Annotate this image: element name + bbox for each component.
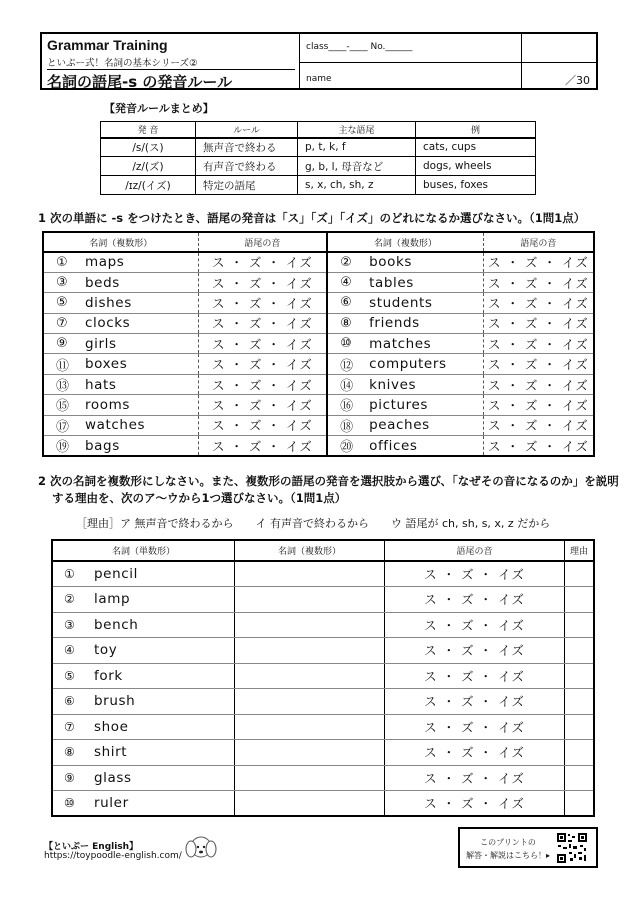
plural-answer-blank[interactable] xyxy=(235,561,385,587)
item-number: ④ xyxy=(327,272,363,292)
summary-title: 【発音ルールまとめ】 xyxy=(104,102,214,115)
plural-answer-blank[interactable] xyxy=(235,740,385,766)
ending-cell: s, x, ch, sh, z xyxy=(298,176,416,195)
singular-word: ruler xyxy=(94,791,235,817)
q1-row xyxy=(43,313,594,333)
plural-word: rooms xyxy=(79,395,198,415)
plural-answer-blank[interactable] xyxy=(235,663,385,689)
plural-word: tables xyxy=(363,272,483,292)
item-number: ② xyxy=(327,252,363,272)
reason-answer-blank[interactable] xyxy=(565,561,595,587)
reason-answer-blank[interactable] xyxy=(565,791,595,817)
worksheet-title: Grammar Training xyxy=(47,37,168,53)
item-number: ⑩ xyxy=(52,791,94,817)
class-field[interactable] xyxy=(306,42,412,52)
question-2-table xyxy=(51,539,595,817)
q1-row xyxy=(43,395,594,415)
singular-word: fork xyxy=(94,663,235,689)
poodle-logo xyxy=(182,832,220,864)
plural-answer-blank[interactable] xyxy=(235,765,385,791)
q2-row xyxy=(52,587,594,613)
q2-row xyxy=(52,561,594,587)
q2-header: 名詞（単数形） xyxy=(52,540,235,561)
q2-row xyxy=(52,638,594,664)
singular-word: glass xyxy=(94,765,235,791)
summary-row xyxy=(101,157,536,176)
reason-answer-blank[interactable] xyxy=(565,612,595,638)
plural-answer-blank[interactable] xyxy=(235,587,385,613)
q1-row xyxy=(43,272,594,292)
question-1-table xyxy=(42,231,595,457)
singular-word: shirt xyxy=(94,740,235,766)
sound-choice[interactable]: ス ・ ズ ・ イズ xyxy=(385,740,565,766)
score-block xyxy=(522,34,596,88)
plural-word: clocks xyxy=(79,313,198,333)
rule-cell: 有声音で終わる xyxy=(196,157,298,176)
name-label: name xyxy=(306,74,332,84)
q1-row xyxy=(43,374,594,394)
sound-choice[interactable]: ス ・ ズ ・ イズ xyxy=(198,293,327,313)
item-number: ③ xyxy=(43,272,79,292)
plural-answer-blank[interactable] xyxy=(235,714,385,740)
item-number: ⑰ xyxy=(43,415,79,435)
plural-word: girls xyxy=(79,334,198,354)
q1-header-row xyxy=(43,232,594,252)
item-number: ① xyxy=(43,252,79,272)
reason-answer-blank[interactable] xyxy=(565,689,595,715)
reason-answer-blank[interactable] xyxy=(565,663,595,689)
qr-code-icon[interactable] xyxy=(556,832,588,864)
q2-row xyxy=(52,714,594,740)
sound-choice[interactable]: ス ・ ズ ・ イズ xyxy=(198,354,327,374)
header-divider xyxy=(300,62,521,63)
plural-word: bags xyxy=(79,436,198,457)
reason-answer-blank[interactable] xyxy=(565,740,595,766)
example-cell: buses, foxes xyxy=(416,176,536,195)
question-2-text-line2: する理由を、次のア～ウから1つ選びなさい。（1問1点） xyxy=(52,491,347,505)
reason-options: ［理由］ア 無声音で終わるから イ 有声音で終わるから ウ 語尾が ch, sh, s, x, z だから xyxy=(76,517,551,530)
q1-header: 語尾の音 xyxy=(198,232,327,252)
singular-word: pencil xyxy=(94,561,235,587)
plural-word: hats xyxy=(79,374,198,394)
plural-word: matches xyxy=(363,334,483,354)
score-total: ／30 xyxy=(565,74,590,87)
plural-word: dishes xyxy=(79,293,198,313)
item-number: ④ xyxy=(52,638,94,664)
sound-choice[interactable]: ス ・ ズ ・ イズ xyxy=(198,313,327,333)
sound-choice[interactable]: ス ・ ズ ・ イズ xyxy=(483,374,594,394)
plural-word: pictures xyxy=(363,395,483,415)
plural-answer-blank[interactable] xyxy=(235,638,385,664)
item-number: ② xyxy=(52,587,94,613)
sound-cell: /z/(ズ) xyxy=(101,157,196,176)
plural-word: computers xyxy=(363,354,483,374)
answer-link-text-2: 解答・解説はこちら！▸ xyxy=(465,851,550,860)
item-number: ⑭ xyxy=(327,374,363,394)
item-number: ⑤ xyxy=(52,663,94,689)
sound-choice[interactable]: ス ・ ズ ・ イズ xyxy=(483,313,594,333)
singular-word: brush xyxy=(94,689,235,715)
sound-choice[interactable]: ス ・ ズ ・ イズ xyxy=(198,374,327,394)
q1-row xyxy=(43,415,594,435)
singular-word: lamp xyxy=(94,587,235,613)
summary-header-row xyxy=(101,122,536,138)
q2-row xyxy=(52,689,594,715)
sound-choice[interactable]: ス ・ ズ ・ イズ xyxy=(483,272,594,292)
summary-header: ルール xyxy=(196,122,298,138)
sound-choice[interactable]: ス ・ ズ ・ イズ xyxy=(483,436,594,457)
q1-row xyxy=(43,252,594,272)
item-number: ⑱ xyxy=(327,415,363,435)
item-number: ⑯ xyxy=(327,395,363,415)
item-number: ⑦ xyxy=(52,714,94,740)
q1-header: 名詞（複数形） xyxy=(43,232,198,252)
singular-word: shoe xyxy=(94,714,235,740)
q2-header-row xyxy=(52,540,594,561)
summary-header: 主な語尾 xyxy=(298,122,416,138)
item-number: ⑥ xyxy=(327,293,363,313)
summary-row xyxy=(101,176,536,195)
plural-word: peaches xyxy=(363,415,483,435)
brand-name: 【といぷー English】 xyxy=(44,842,139,852)
example-cell: dogs, wheels xyxy=(416,157,536,176)
item-number: ① xyxy=(52,561,94,587)
rule-cell: 無声音で終わる xyxy=(196,138,298,157)
q2-header: 語尾の音 xyxy=(385,540,565,561)
q1-header: 語尾の音 xyxy=(483,232,594,252)
sound-choice[interactable]: ス ・ ズ ・ イズ xyxy=(385,689,565,715)
summary-header: 例 xyxy=(416,122,536,138)
answer-link-text-1: このプリントの xyxy=(480,838,536,847)
item-number: ⑧ xyxy=(52,740,94,766)
plural-word: friends xyxy=(363,313,483,333)
q1-row xyxy=(43,334,594,354)
sound-cell: /s/(ス) xyxy=(101,138,196,157)
singular-word: toy xyxy=(94,638,235,664)
lesson-title: 名詞の語尾-s の発音ルール xyxy=(47,69,295,92)
sound-choice[interactable]: ス ・ ズ ・ イズ xyxy=(483,334,594,354)
no-blank: ______ xyxy=(385,42,413,52)
reason-answer-blank[interactable] xyxy=(565,765,595,791)
sound-choice[interactable]: ス ・ ズ ・ イズ xyxy=(483,293,594,313)
q2-row xyxy=(52,663,594,689)
plural-word: beds xyxy=(79,272,198,292)
worksheet-header xyxy=(40,32,598,90)
plural-word: watches xyxy=(79,415,198,435)
no-label: No. xyxy=(370,42,386,52)
sound-choice[interactable]: ス ・ ズ ・ イズ xyxy=(198,272,327,292)
sound-choice[interactable]: ス ・ ズ ・ イズ xyxy=(385,791,565,817)
question-2-text-line1: 2 次の名詞を複数形にしなさい。また、複数形の語尾の発音を選択肢から選び、「なぜその音になるのか」を説明 xyxy=(38,474,619,488)
q1-row xyxy=(43,354,594,374)
sound-choice[interactable]: ス ・ ズ ・ イズ xyxy=(198,395,327,415)
example-cell: cats, cups xyxy=(416,138,536,157)
q2-header: 名詞（複数形） xyxy=(235,540,385,561)
q2-row xyxy=(52,765,594,791)
item-number: ⑲ xyxy=(43,436,79,457)
sound-choice[interactable]: ス ・ ズ ・ イズ xyxy=(198,436,327,457)
sound-cell: /ɪz/(イズ) xyxy=(101,176,196,195)
reason-answer-blank[interactable] xyxy=(565,587,595,613)
class-label: class xyxy=(306,42,329,52)
singular-word: bench xyxy=(94,612,235,638)
sound-choice[interactable]: ス ・ ズ ・ イズ xyxy=(483,395,594,415)
plural-word: knives xyxy=(363,374,483,394)
ending-cell: g, b, l, 母音など xyxy=(298,157,416,176)
class-blank: ____-____ xyxy=(328,42,368,52)
plural-word: boxes xyxy=(79,354,198,374)
plural-word: books xyxy=(363,252,483,272)
q2-row xyxy=(52,791,594,817)
plural-word: maps xyxy=(79,252,198,272)
item-number: ⑧ xyxy=(327,313,363,333)
sound-choice[interactable]: ス ・ ズ ・ イズ xyxy=(385,663,565,689)
plural-answer-blank[interactable] xyxy=(235,689,385,715)
title-block xyxy=(42,34,300,91)
plural-word: offices xyxy=(363,436,483,457)
plural-answer-blank[interactable] xyxy=(235,791,385,817)
header-divider xyxy=(522,62,596,63)
rule-summary-table xyxy=(100,121,536,195)
q1-header: 名詞（複数形） xyxy=(327,232,483,252)
reason-answer-blank[interactable] xyxy=(565,714,595,740)
site-url[interactable]: https://toypoodle-english.com/ xyxy=(44,851,182,861)
answer-link-box[interactable] xyxy=(458,827,598,868)
reason-answer-blank[interactable] xyxy=(565,638,595,664)
sound-choice[interactable]: ス ・ ズ ・ イズ xyxy=(385,714,565,740)
item-number: ③ xyxy=(52,612,94,638)
summary-row xyxy=(101,138,536,157)
item-number: ⑨ xyxy=(52,765,94,791)
question-1-text: 1 次の単語に -s をつけたとき、語尾の発音は「ス」「ズ」「イズ」のどれになるか選びなさい。（1問1点） xyxy=(38,211,586,225)
student-info-block xyxy=(300,34,522,88)
item-number: ⑫ xyxy=(327,354,363,374)
item-number: ⑦ xyxy=(43,313,79,333)
plural-answer-blank[interactable] xyxy=(235,612,385,638)
sound-choice[interactable]: ス ・ ズ ・ イズ xyxy=(385,638,565,664)
item-number: ⑪ xyxy=(43,354,79,374)
sound-choice[interactable]: ス ・ ズ ・ イズ xyxy=(385,587,565,613)
sound-choice[interactable]: ス ・ ズ ・ イズ xyxy=(198,252,327,272)
item-number: ⑨ xyxy=(43,334,79,354)
ending-cell: p, t, k, f xyxy=(298,138,416,157)
sound-choice[interactable]: ス ・ ズ ・ イズ xyxy=(483,354,594,374)
sound-choice[interactable]: ス ・ ズ ・ イズ xyxy=(385,765,565,791)
item-number: ⑩ xyxy=(327,334,363,354)
series-subtitle: といぷー式！名詞の基本シリーズ② xyxy=(47,58,198,69)
item-number: ⑤ xyxy=(43,293,79,313)
q1-row xyxy=(43,436,594,457)
q2-row xyxy=(52,612,594,638)
q2-row xyxy=(52,740,594,766)
item-number: ⑳ xyxy=(327,436,363,457)
q2-header: 理由 xyxy=(565,540,595,561)
summary-header: 発 音 xyxy=(101,122,196,138)
rule-cell: 特定の語尾 xyxy=(196,176,298,195)
item-number: ⑬ xyxy=(43,374,79,394)
sound-choice[interactable]: ス ・ ズ ・ イズ xyxy=(483,415,594,435)
sound-choice[interactable]: ス ・ ズ ・ イズ xyxy=(198,334,327,354)
q1-row xyxy=(43,293,594,313)
item-number: ⑥ xyxy=(52,689,94,715)
sound-choice[interactable]: ス ・ ズ ・ イズ xyxy=(198,415,327,435)
sound-choice[interactable]: ス ・ ズ ・ イズ xyxy=(385,561,565,587)
sound-choice[interactable]: ス ・ ズ ・ イズ xyxy=(483,252,594,272)
plural-word: students xyxy=(363,293,483,313)
sound-choice[interactable]: ス ・ ズ ・ イズ xyxy=(385,612,565,638)
item-number: ⑮ xyxy=(43,395,79,415)
